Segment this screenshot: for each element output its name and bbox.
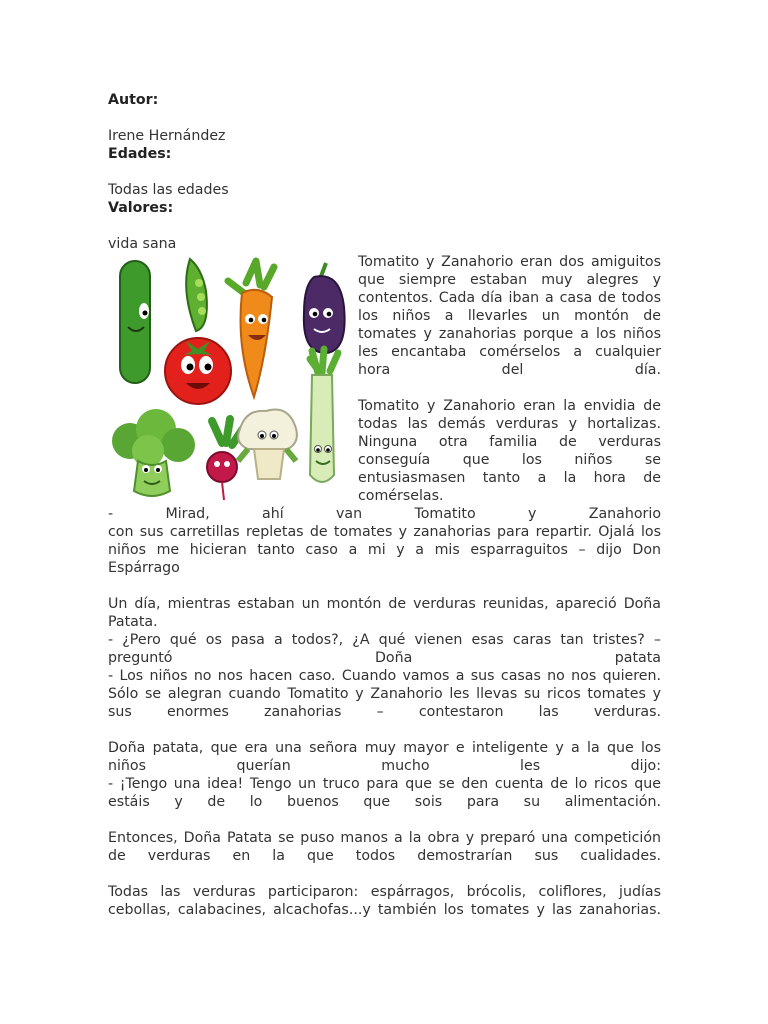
story-line: preguntó Doña patata <box>108 650 661 666</box>
story-line: Un día, mientras estaban un montón de verduras reunidas, apareció Doña <box>108 596 661 612</box>
story-line: - ¿Pero qué os pasa a todos?, ¿A qué vienen esas caras tan tristes? – <box>108 632 661 648</box>
story-line: Ninguna otra familia de verduras <box>358 434 661 450</box>
edades-label: Edades: <box>108 146 172 162</box>
tomato-icon <box>165 338 231 404</box>
story-line: entusiasmasen tanto a la hora de <box>358 470 661 486</box>
story-line: les encantaba comérselos a cualquier <box>358 344 661 360</box>
story-line: Tomatito y Zanahorio eran la envidia de <box>358 398 661 414</box>
story-line: cebollas, calabacines, alcachofas...y también los tomates y las zanahorias. <box>108 902 661 918</box>
story-line: Doña patata, que era una señora muy mayor e inteligente y a la que los <box>108 740 661 756</box>
cucumber-icon <box>120 261 150 383</box>
story-line: que siempre estaban muy alegres y <box>358 272 661 288</box>
story-line: todas las demás verduras y hortalizas. <box>358 416 661 432</box>
story-line: - Mirad, ahí van Tomatito y Zanahorio <box>108 506 661 522</box>
vegetables-illustration <box>108 253 356 503</box>
eggplant-icon <box>304 263 345 353</box>
peas-icon <box>186 259 207 331</box>
story-line: los niños a llevarles un montón de <box>358 308 661 324</box>
story-paragraph-4 <box>108 595 661 721</box>
story-line: de verduras en la que todos demostrarían sus cualidades. <box>108 848 661 864</box>
story-line: hora del día. <box>358 362 661 378</box>
autor-value: Irene Hernández <box>108 128 226 144</box>
story-line: - Los niños no nos hacen caso. Cuando vamos a sus casas no nos quieren. <box>108 668 661 684</box>
story-line: comérselas. <box>358 488 444 504</box>
autor-label: Autor: <box>108 92 159 108</box>
story-line: Todas las verduras participaron: espárragos, brócolis, coliflores, judías <box>108 884 661 900</box>
carrot-icon <box>228 261 274 397</box>
story-line: con sus carretillas repletas de tomates y zanahorias para repartir. Ojalá los <box>108 524 661 540</box>
story-line: contentos. Cada día iban a casa de todos <box>358 290 661 306</box>
story-line: Sólo se alegran cuando Tomatito y Zanahorio les llevas su ricos tomates y <box>108 686 661 702</box>
valores-label: Valores: <box>108 200 174 216</box>
story-line: Patata. <box>108 614 158 630</box>
document-page <box>108 91 661 919</box>
edades-value: Todas las edades <box>108 182 229 198</box>
story-paragraph-7 <box>108 883 661 919</box>
broccoli-icon <box>112 409 195 496</box>
cauliflower-icon <box>238 410 297 480</box>
story-paragraph-3 <box>108 523 661 577</box>
story-line: - ¡Tengo una idea! Tengo un truco para que se den cuenta de lo ricos que <box>108 776 661 792</box>
story-line: Entonces, Doña Patata se puso manos a la obra y preparó una competición <box>108 830 661 846</box>
story-line: Espárrago <box>108 560 180 576</box>
vegetables-illustration-svg <box>108 253 348 503</box>
story-line: estáis y de lo buenos que sois para su alimentación. <box>108 794 661 810</box>
story-line: conseguía que los niños se <box>358 452 661 468</box>
leek-icon <box>310 349 338 482</box>
valores-value: vida sana <box>108 236 177 252</box>
story-line: Tomatito y Zanahorio eran dos amiguitos <box>358 254 661 270</box>
story-paragraph-6 <box>108 829 661 865</box>
story-line: tomates y zanahorias porque a los niños <box>358 326 661 342</box>
story-line: niños me hicieran tanto caso a mi y a mis esparraguitos – dijo Don <box>108 542 661 558</box>
story-paragraph-5 <box>108 739 661 811</box>
story-line: niños querían mucho les dijo: <box>108 758 661 774</box>
story-line: sus enormes zanahorias – contestaron las verduras. <box>108 704 661 720</box>
